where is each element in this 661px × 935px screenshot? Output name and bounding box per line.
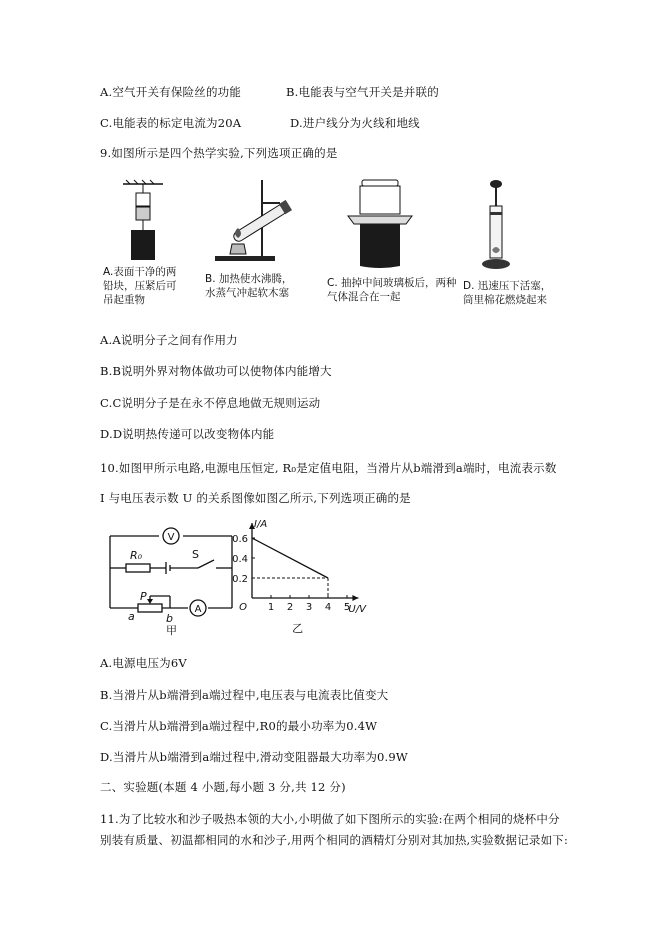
- q8-option-d: D.进户线分为火线和地线: [290, 116, 420, 130]
- y-tick-label: 0.4: [232, 554, 248, 565]
- q11-line2: 别装有质量、初温都相同的水和沙子,用两个相同的酒精灯分别对其加热,实验数据记录如下:: [100, 833, 569, 847]
- caption-a: A.表面干净的两 铅块，压紧后可 吊起重物: [103, 266, 177, 306]
- chart-title: 乙: [292, 622, 304, 635]
- q9-stem: 9.如图所示是四个热学实验,下列选项正确的是: [100, 146, 338, 160]
- q8-option-b: B.电能表与空气开关是并联的: [286, 85, 439, 99]
- q8-option-a: A.空气开关有保险丝的功能: [100, 85, 242, 99]
- switch-label: S: [192, 548, 199, 561]
- end-a-label: a: [128, 610, 135, 623]
- section-heading: 二、实验题(本题 4 小题,每小题 3 分,共 12 分): [100, 780, 346, 794]
- x-axis-label: U/V: [348, 604, 366, 615]
- caption-b: B. 加热使水沸腾， 水蒸气冲起软木塞: [205, 273, 293, 299]
- ammeter-label: A: [194, 604, 202, 615]
- q10-stem-line1: 10.如图甲所示电路,电源电压恒定, R₀是定值电阻，当滑片从b端滑到a端时，电流表示数: [100, 461, 557, 475]
- x-axis-arrow: [352, 595, 358, 601]
- circuit-caption: 甲: [166, 624, 177, 636]
- q9-option-a: A.A说明分子之间有作用力: [100, 333, 238, 347]
- q10-option-a: A.电源电压为6V: [100, 656, 187, 670]
- caption-c: C. 抽掉中间玻璃板后，两种 气体混合在一起: [327, 277, 457, 303]
- x-tick-label: 1: [267, 602, 275, 613]
- q10-option-d: D.当滑片从b端滑到a端过程中,滑动变阻器最大功率为0.9W: [100, 750, 408, 764]
- y-tick-label: 0.2: [232, 574, 248, 585]
- y-tick-label: 0.6: [232, 534, 248, 545]
- q9-option-b: B.B说明外界对物体做功可以使物体内能增大: [100, 364, 332, 378]
- q10-stem-line2: I 与电压表示数 U 的关系图像如图乙所示,下列选项正确的是: [100, 491, 411, 505]
- iv-graph: [228, 518, 396, 640]
- slider-label: P: [140, 590, 147, 603]
- q8-option-c: C.电能表的标定电流为20A: [100, 116, 242, 130]
- circuit-diagram: [104, 524, 236, 636]
- origin-label: O: [239, 602, 247, 613]
- q10-option-c: C.当滑片从b端滑到a端过程中,R0的最小功率为0.4W: [100, 719, 378, 733]
- caption-d: D. 迅速压下活塞， 筒里棉花燃烧起来: [463, 280, 552, 306]
- gas-jars-icon: [340, 178, 420, 270]
- y-axis-label: I/A: [254, 519, 268, 530]
- series-line: [252, 538, 328, 578]
- x-tick-label: 2: [286, 602, 294, 613]
- q10-option-b: B.当滑片从b端滑到a端过程中,电压表与电流表比值变大: [100, 688, 389, 702]
- voltmeter-label: V: [167, 532, 175, 543]
- lead-blocks-icon: [118, 178, 168, 266]
- end-b-label: b: [166, 612, 173, 625]
- fire-syringe-icon: [478, 178, 514, 270]
- q9-option-d: D.D说明热传递可以改变物体内能: [100, 427, 275, 441]
- r0-label: R₀: [130, 549, 143, 562]
- x-tick-label: 5: [343, 602, 351, 613]
- q11-line1: 11.为了比较水和沙子吸热本领的大小,小明做了如下图所示的实验:在两个相同的烧杯中分: [100, 812, 560, 826]
- q9-option-c: C.C说明分子是在永不停息地做无规则运动: [100, 396, 321, 410]
- x-tick-label: 3: [305, 602, 313, 613]
- x-tick-label: 4: [324, 602, 332, 613]
- test-tube-heating-icon: [210, 178, 305, 263]
